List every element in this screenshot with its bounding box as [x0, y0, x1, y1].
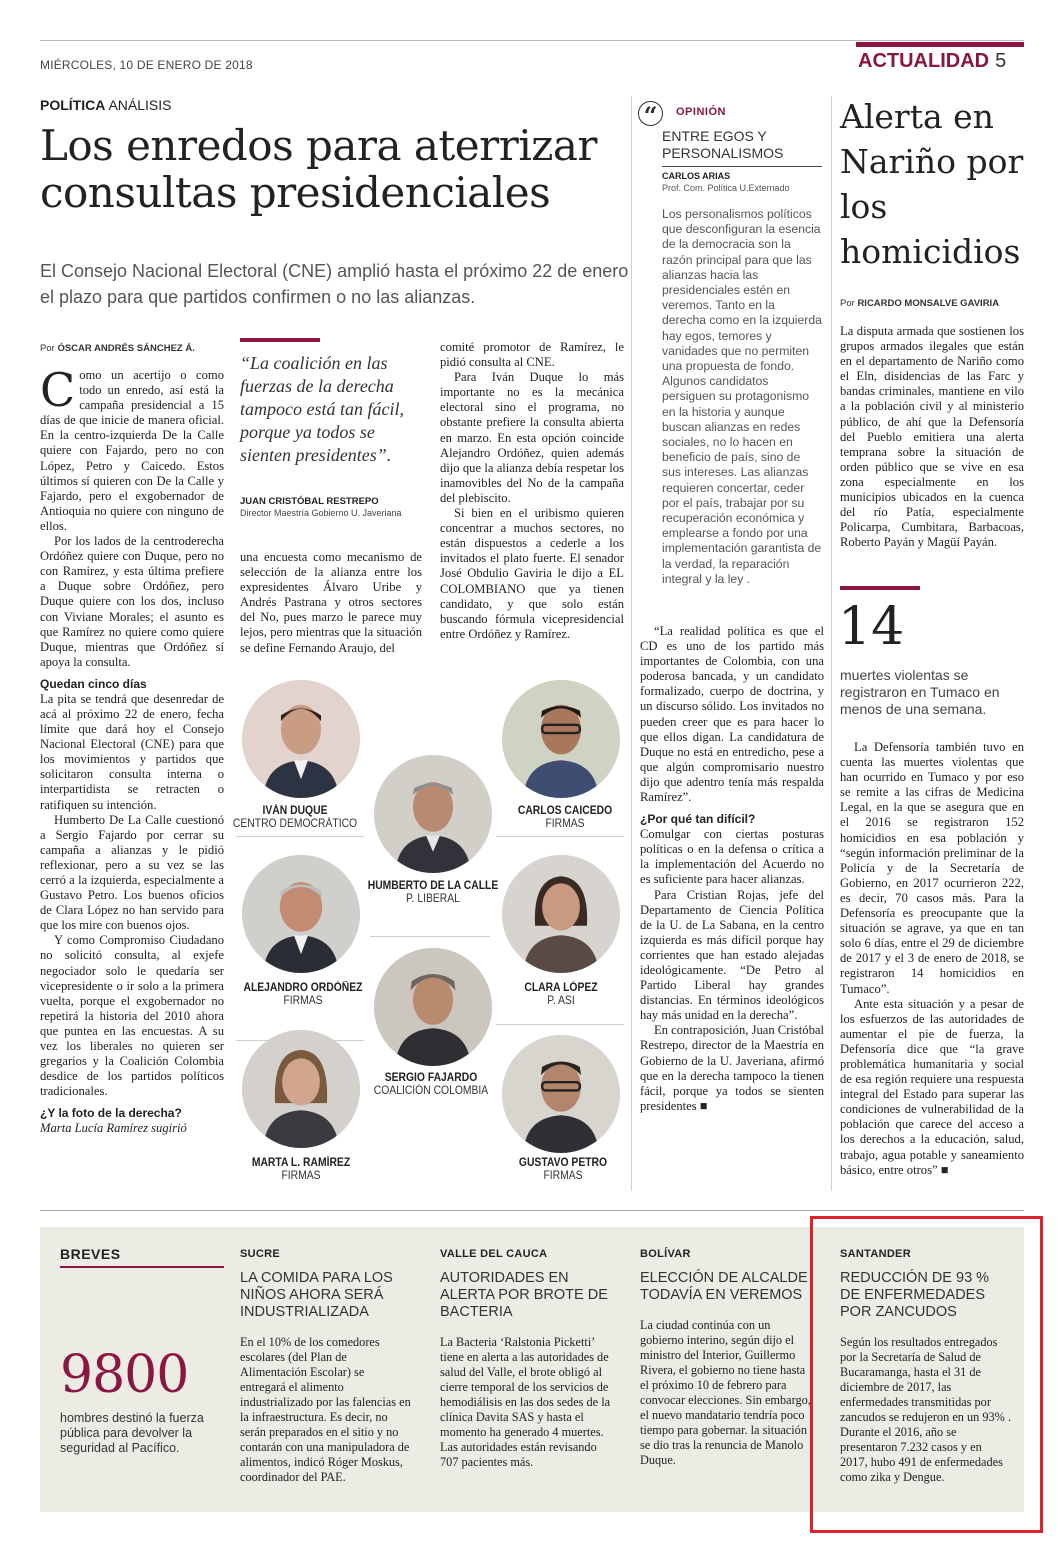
paragraph: Humberto De La Calle cuestionó a Sergio Fajardo por cerrar su campaña a alianzas y le pidió reflexionar, pero a su vez se las cerró a la izquierda, especialmente a Gustavo Petro. Los buenos oficios de Clara López no han servido para que los mire con buenos ojos. [40, 812, 224, 933]
section-title [858, 50, 1006, 73]
brief-region: VALLE DEL CAUCA [440, 1248, 548, 1260]
brief-text: Según los resultados entregados por la Secretaría de Salud de Bucaramanga, hasta el 31 de diciembre de 2017, las enfermedades transmitidas por zancudos se redujeron en un 93% . Durante el 2016, año se presentaron 7.232 casos y en 2017, hubo 491 de enfermedades como zika y Dengue. [840, 1335, 1012, 1484]
paragraph: La pita se tendrá que desenredar de acá al próximo 22 de enero, fecha límite que dará hoy el Consejo Nacional Electoral (CNE) para que los movimientos y partidos que solicitaron consulta interna o interpartidista se retracten o ratifiquen su intención. [40, 691, 224, 812]
article-column-1 [40, 363, 224, 1137]
photo-divider [496, 1024, 624, 1025]
byline-author: ÓSCAR ANDRÉS SÁNCHEZ Á. [57, 343, 195, 354]
paragraph: “La realidad política es que el CD es uno de los partido más importantes de Colombia, con una poderosa bancada, y un candidato formalizado, cuerpo de doctrina, y un discurso sólido. Los invitados no pueden creer que es para hacer lo que ellos digan. La candidatura de Duque no está en entredicho, pese a que algún compromisario nuestro dijo que adentro tenía más respalda Ramírez”. [640, 624, 824, 805]
breves-stat-number: 9800 [60, 1345, 189, 1405]
byline-author: RICARDO MONSALVE GAVIRIA [857, 298, 1000, 309]
candidate-photo-clara-lopez [502, 855, 620, 973]
candidate-caption [220, 805, 370, 831]
section-name: ACTUALIDAD [858, 50, 990, 72]
paragraph: Para Cristian Rojas, jefe del Departamento de Ciencia Política de la U. de La Sabana, en la centro izquierda es más difícil porque hay corrientes que han estado alejadas ideológicamente. “De Petro al Partido Liberal hay grandes distancias. En términos ideológicos hay más unidad en la derecha”. [640, 887, 824, 1023]
brief-title: REDUCCIÓN DE 93 % DE ENFERMEDADES POR ZANCUDOS [840, 1270, 990, 1320]
article-column-3 [440, 340, 624, 642]
breves-stat-text: hombres destinó la fuerza pública para devolver la seguridad al Pacífico. [60, 1411, 204, 1455]
brief-text: La ciudad continúa con un gobierno interino, según dijo el ministro del Interior, Guillermo Rivera, el gobierno no tiene hasta el próximo 10 de febrero para convocar elecciones. Sin embargo, el nuevo mandatario tendría poco tiempo para gobernar. la situación se dio tras la renuncia de Manolo Duque. [640, 1318, 811, 1467]
candidate-party: P. ASI [547, 995, 575, 1007]
sidebar-byline: Por RICARDO MONSALVE GAVIRIA [840, 298, 1000, 309]
highlight-box [810, 1216, 1043, 1533]
stat-accent-bar [840, 586, 920, 590]
paragraph: La disputa armada que sostienen los grupos armados ilegales que están en el departamento de Nariño como el Eln, disidencias de las Farc y bandas criminales, mantiene en vilo a la población civil y al ministerio público, de ahí que la Defensoría del Pueblo emitiera una alerta temprana sobre la situación de orden público que se vive en esa zona especialmente en los municipios ubicados en la cuenca del río Patía, especialmente Policarpa, Cumbitara, Barbacoas, Roberto Payán y Magüí Payán. [840, 324, 1024, 550]
photo-divider [496, 836, 624, 837]
candidate-party: FIRMAS [281, 1170, 321, 1182]
sidebar-headline: Alerta en Nariño por los homicidios [840, 97, 1024, 271]
page-number: 5 [995, 50, 1007, 72]
candidate-name: ALEJANDRO ORDÓÑEZ [243, 982, 363, 994]
paragraph: Por los lados de la centroderecha Ordóñez quiere con Duque, pero no con Ramírez, y esta última prefiere a Duque sobre Ordóñez, pero Duque quiere con los dos, incluso con Viviane Morales; el asunto es que Ramírez no quiere como quiere Duque, mientras que Ordóñez sí apoya la consulta. [40, 534, 224, 669]
paragraph: Como un acertijo o como todo un enredo, así está la campaña presidencial a 15 días de que inicie de manera oficial. En la centro-izquierda De la Calle quiere con Fajardo, pero no con López, Petro y Caicedo. Estos últimos sí quieren con De la Calle y Fajardo, pero el exgobernador de Antioquia no quiere con ninguno de ellos. [40, 363, 224, 533]
paragraph: Comulgar con ciertas posturas políticas o en la defensa o crítica a la implementación del Acuerdo no es suficiente para hacer alianzas. [640, 827, 824, 887]
brief-item [240, 1248, 412, 1485]
opinion-label: OPINIÓN [676, 106, 726, 118]
paragraph: una encuesta como mecanismo de selección de la alianza entre los expresidentes Álvaro Uribe y Andrés Pastrana y otros sectores del No, pues marzo le parece muy lejos, pero mientras que la situación se define Fernando Araujo, del [240, 550, 422, 655]
stat-description: muertes violentas se registraron en Tumaco en menos de una semana. [840, 667, 1000, 717]
candidate-photo-caicedo [502, 680, 620, 798]
candidate-party: P. LIBERAL [406, 893, 460, 905]
candidate-party: FIRMAS [545, 818, 585, 830]
quote-author: JUAN CRISTÓBAL RESTREPO [240, 496, 379, 507]
brief-title: AUTORIDADES EN ALERTA POR BROTE DE BACTERIA [440, 1270, 608, 1320]
article-kicker [40, 97, 172, 113]
paragraph: Para Iván Duque lo más importante no es la mecánica electoral sino el programa, no obstante prefiere la consulta abierta en marzo. En esta opción coincide Alejandro Ordóñez, quien además dijo que la alianza debía respetar los inamovibles del No de la campaña del plebiscito. [440, 370, 624, 505]
stat-number: 14 [838, 597, 905, 657]
publication-date: MIÉRCOLES, 10 DE ENERO DE 2018 [40, 58, 253, 72]
opinion-body: Los personalismos políticos que desconfiguran la esencia de la democracia son la razón principal para que las alianzas hacia las presidenciales estén en veremos. Tanto en la derecha como en la izquierda hay egos, temores y vanidades que no permiten una propuesta de fondo. Algunos candidatos persiguen su protagonismo en la historia y aunque buscan alianzas en redes sociales, no lo hacen en beneficio de país, sino de sus intereses. Las alianzas requieren concertar, ceder por el país, trabajar por su recuperación económica y emplearse a fondo por una implementación garantista de la verdad, la reparación integral y la ley . [662, 207, 822, 586]
sidebar-text-bottom [840, 740, 1024, 1178]
column-divider [831, 96, 832, 1191]
candidate-name: GUSTAVO PETRO [518, 1157, 608, 1169]
section-accent-bar [856, 42, 1024, 47]
candidate-photo-fajardo [374, 948, 492, 1066]
brief-item [440, 1248, 612, 1470]
quote-accent-bar [240, 338, 320, 342]
sidebar-text-top [840, 324, 1024, 550]
paragraph: Si bien en el uribismo quieren concentrar a muchos sectores, no están dispuestos a cederle a los invitados el plato fuerte. El senador José Obdulio Gaviria le dijo a EL COLOMBIANO que ya tienen candidato, y que solo están buscando fórmula vicepresidencial entre Ordóñez y Ramírez. [440, 506, 624, 641]
brief-title: ELECCIÓN DE ALCALDE TODAVÍA EN VEREMOS [640, 1270, 808, 1303]
candidate-party: FIRMAS [283, 995, 323, 1007]
candidate-name: CLARA LÓPEZ [524, 982, 598, 994]
candidate-name: SERGIO FAJARDO [384, 1072, 478, 1084]
candidate-caption [488, 1157, 638, 1183]
opinion-title: ENTRE EGOS Y PERSONALISMOS [662, 128, 784, 161]
brief-item [640, 1248, 812, 1468]
subhead: ¿Por qué tan difícil? [640, 812, 756, 827]
breves-title: BREVES [60, 1246, 121, 1262]
pull-quote: “La coalición en las fuerzas de la derecha tampoco está tan fácil, porque ya todos se sienten presidentes”. [240, 353, 404, 465]
candidate-photo-petro [502, 1035, 620, 1153]
article-dek: El Consejo Nacional Electoral (CNE) amplió hasta el próximo 22 de enero el plazo para que partidos confirmen o no las alianzas. [40, 261, 629, 307]
header-rule [40, 40, 1024, 41]
photo-divider [370, 936, 490, 937]
candidate-name: HUMBERTO DE LA CALLE [367, 880, 499, 892]
brief-text: La Bacteria ‘Ralstonia Picketti’ tiene en alerta a las autoridades de salud del Valle, el brote obligó al cierre temporal de los servicios de hemodiálisis en las dos sedes de la clínica Davita SAS y hasta el momento ha generado 4 muertes. Las autoridades están revisando 707 pacientes más. [440, 1335, 611, 1469]
candidate-photo-duque [242, 680, 360, 798]
opinion-author-role: Prof. Com. Política U.Externado [662, 183, 790, 193]
kicker-category: POLÍTICA [40, 97, 106, 113]
kicker-type: ANÁLISIS [108, 97, 172, 113]
brief-region: BOLÍVAR [640, 1248, 691, 1260]
paragraph: Marta Lucía Ramírez sugirió [40, 1121, 187, 1136]
candidate-caption [486, 982, 636, 1008]
candidate-photo-ordonez [242, 855, 360, 973]
column-divider [631, 96, 632, 1191]
brief-region: SUCRE [240, 1248, 281, 1260]
candidate-caption [356, 1072, 506, 1098]
section-rule [40, 1210, 1024, 1211]
opinion-rule [662, 166, 822, 167]
brief-region: SANTANDER [840, 1248, 911, 1260]
breves-accent-rule [60, 1266, 224, 1268]
subhead: ¿Y la foto de la derecha? [40, 1106, 182, 1121]
candidate-name: CARLOS CAICEDO [517, 805, 613, 817]
article-headline: Los enredos para aterrizar consultas presidenciales [40, 121, 597, 217]
article-column-2 [240, 550, 422, 656]
brief-title: LA COMIDA PARA LOS NIÑOS AHORA SERÁ INDUSTRIALIZADA [240, 1270, 393, 1320]
paragraph: comité promotor de Ramírez, le pidió consulta al CNE. [440, 340, 624, 370]
candidate-photo-de-la-calle [374, 755, 492, 873]
paragraph: La Defensoría también tuvo en cuenta las muertes violentas que han ocurrido en Tumaco y por eso se remite a las cifras de Medicina Legal, en la que se asegura que en el 2016 se registraron 152 homicidios en esa población y “según información preliminar de la Policía y de la Secretaría de Gobierno, en 2017 ocurrieron 222, es decir, 70 casos más. Para la Defensoría es preocupante que la situación se agrave, ya que en tan solo 6 días, entre el 29 de diciembre de 2017 y el 3 de enero de 2018, se registraron 14 homicidios en Tumaco”. [840, 740, 1024, 996]
paragraph: Y como Compromiso Ciudadano no solicitó consulta, al exjefe negociador solo le quedaría ser vicepresidente o ir solo a la primera vuelta, porque el exgobernador no repetirá la historia del 2010 ahora que puntea en las encuestas. A su vez los liberales no quieren ser gregarios y la Coalición Colombia desdice de los partidos políticos tradicionales. [40, 933, 224, 1099]
brief-text: En el 10% de los comedores escolares (del Plan de Alimentación Escolar) se entregará el alimento industrializado por las falencias en la infraestructura. Es decir, no serán preparados en el sitio y no contarán con una manipuladora de alimentos, indicó Róger Moskus, coordinador del PAE. [240, 1335, 411, 1484]
candidate-party: CENTRO DEMOCRÁTICO [232, 818, 358, 830]
quote-marks-icon: “ [638, 101, 663, 126]
drop-cap: C [40, 363, 76, 417]
candidate-caption [226, 1157, 376, 1183]
opinion-author: CARLOS ARIAS [662, 171, 731, 181]
candidate-name: IVÁN DUQUE [262, 805, 328, 817]
candidate-party: COALICIÓN COLOMBIA [373, 1085, 489, 1097]
quote-author-role: Director Maestría Gobierno U. Javeriana [240, 508, 402, 518]
article-column-4 [640, 624, 824, 1114]
paragraph: Ante esta situación y a pesar de los esfuerzos de las autoridades de aumentar el pie de fuerza, la Defensoría dice que “la grave problemática humanitaria y social de esa región requiere una respuesta integral del Estado para superar las condiciones de vulnerabilidad de la población que carece del acceso a los derechos a la educación, salud, trabajo, agua potable y saneamiento básico, entre otros” ■ [840, 996, 1024, 1177]
candidate-caption [490, 805, 640, 831]
candidate-party: FIRMAS [543, 1170, 583, 1182]
subhead: Quedan cinco días [40, 676, 147, 691]
candidate-photo-marta-ramirez [242, 1030, 360, 1148]
candidate-caption [228, 982, 378, 1008]
article-byline: Por ÓSCAR ANDRÉS SÁNCHEZ Á. [40, 343, 195, 354]
candidate-caption [358, 880, 508, 906]
candidate-name: MARTA L. RAMÍREZ [251, 1157, 351, 1169]
paragraph: En contraposición, Juan Cristóbal Restrepo, director de la Maestría en Gobierno de la U. Javeriana, afirmó que en la derecha tampoco la tienen fácil, porque ya todos se sienten presidentes ■ [640, 1023, 824, 1113]
photo-divider [236, 836, 364, 837]
